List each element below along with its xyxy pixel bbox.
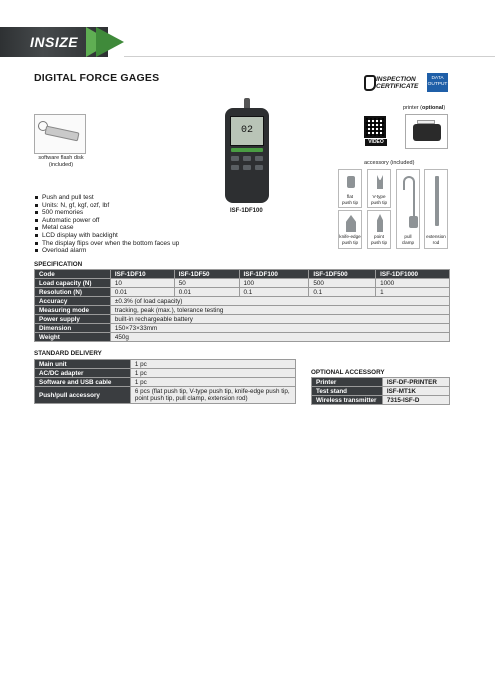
feature-item: LCD display with backlight: [34, 232, 179, 240]
accessory-name-line2: push tip: [370, 239, 388, 245]
accessory-name-line1: extension: [426, 234, 446, 239]
spec-label: Power supply: [35, 315, 111, 324]
device-keypad: [231, 156, 263, 186]
optional-value: 7315-ISF-D: [382, 396, 449, 405]
spec-value: built-in rechargeable battery: [110, 315, 449, 324]
table-row: [35, 333, 450, 342]
table-row: [35, 360, 296, 369]
table-row: [35, 378, 296, 387]
certificate-line2: CERTIFICATE: [376, 83, 419, 90]
table-row: [35, 297, 450, 306]
delivery-value: 1 pc: [130, 378, 295, 387]
data-output-line2: OUTPUT: [427, 82, 448, 87]
certificate-text: [376, 76, 418, 90]
data-output-line1: DATA: [431, 76, 444, 81]
spec-label: Accuracy: [35, 297, 111, 306]
spec-label: Dimension: [35, 324, 111, 333]
video-label: VIDEO: [365, 139, 387, 146]
feature-item: Metal case: [34, 224, 179, 232]
table-row: [35, 324, 450, 333]
spec-header-cell: ISF-1DF1000: [376, 270, 450, 279]
delivery-value: 1 pc: [130, 369, 295, 378]
spec-label: Measuring mode: [35, 306, 111, 315]
spec-header-cell: ISF-1DF500: [309, 270, 376, 279]
delivery-value: 6 pcs (flat push tip, V-type push tip, knife-edge push tip, point push tip, pull clamp, extension rod): [130, 387, 295, 404]
certificate-icon: [364, 75, 376, 91]
feature-item: 500 memories: [34, 209, 179, 217]
qr-code-icon: [364, 116, 386, 138]
flash-disk-icon: [44, 126, 79, 142]
point-tip-icon: [377, 214, 383, 232]
delivery-value: 1 pc: [130, 360, 295, 369]
spec-header-cell: Code: [35, 270, 111, 279]
printer-image: [405, 114, 448, 149]
printer-label: [403, 105, 445, 111]
accessory-name-line1: knife-edge: [339, 234, 361, 239]
device-key: [255, 156, 263, 161]
hook-stem: [413, 188, 415, 216]
accessory-name-line1: V-type: [372, 194, 386, 199]
spec-value: 1: [376, 288, 450, 297]
feature-item: Units: N, gf, kgf, ozf, lbf: [34, 202, 179, 210]
table-row: [35, 270, 450, 279]
spec-header-cell: ISF-1DF10: [110, 270, 174, 279]
standard-delivery-table: [34, 359, 296, 404]
accessory-name-line2: clamp: [401, 239, 415, 245]
accessory-name-line2: push tip: [341, 199, 359, 205]
spec-label: Resolution (N): [35, 288, 111, 297]
delivery-label: Main unit: [35, 360, 131, 369]
force-gage-image: [223, 98, 271, 208]
printer-icon: [413, 124, 441, 141]
device-body: [225, 108, 269, 203]
spec-value: 0.1: [309, 288, 376, 297]
table-row: [35, 315, 450, 324]
device-green-strip: [231, 148, 263, 152]
specification-table: [34, 269, 450, 342]
accessory-name-line2: rod: [432, 239, 440, 245]
accessory-name: [336, 234, 364, 245]
device-model-label: ISF-1DF100: [230, 208, 263, 214]
flash-caption-line2: (included): [48, 162, 74, 168]
device-key: [231, 165, 239, 170]
knife-tip-icon: [346, 215, 356, 232]
standard-delivery-title: STANDARD DELIVERY: [34, 350, 102, 357]
table-row: [35, 288, 450, 297]
device-lcd: 02: [230, 116, 264, 146]
clamp-icon: [409, 216, 418, 228]
specification-title: SPECIFICATION: [34, 261, 83, 268]
spec-header-cell: ISF-1DF50: [174, 270, 239, 279]
device-key: [243, 156, 251, 161]
printer-label-pre: printer (: [403, 105, 422, 111]
optional-value: ISF-DF-PRINTER: [382, 378, 449, 387]
spec-value: 100: [239, 279, 309, 288]
accessory-name: [367, 194, 391, 205]
accessory-name-line2: push tip: [341, 239, 359, 245]
optional-label: Printer: [312, 378, 383, 387]
spec-value: 450g: [110, 333, 449, 342]
spec-value: ±0.3% (of load capacity): [110, 297, 449, 306]
spec-value: 500: [309, 279, 376, 288]
spec-label: Weight: [35, 333, 111, 342]
spec-value: tracking, peak (max.), tolerance testing: [110, 306, 449, 315]
table-row: [312, 387, 450, 396]
table-row: [35, 369, 296, 378]
spec-value: 0.1: [239, 288, 309, 297]
table-row: [35, 387, 296, 404]
header-banner: [0, 27, 125, 57]
flat-tip-icon: [347, 176, 355, 188]
accessory-name-line2: push tip: [370, 199, 388, 205]
spec-value: 1000: [376, 279, 450, 288]
printer-label-post: ): [443, 105, 446, 111]
certificate-line1: INSPECTION: [376, 76, 416, 83]
accessory-grid: [334, 169, 450, 249]
accessory-name-line1: point: [374, 234, 384, 239]
delivery-label: Push/pull accessory: [35, 387, 131, 404]
accessory-name-line1: flat: [346, 194, 354, 199]
accessory-name: [396, 234, 420, 245]
accessory-name: [422, 234, 450, 245]
feature-list: [34, 194, 179, 255]
table-row: [312, 378, 450, 387]
feature-item: Push and pull test: [34, 194, 179, 202]
flash-disk-image: [34, 114, 86, 154]
table-row: [312, 396, 450, 405]
device-key: [255, 165, 263, 170]
accessory-name: [338, 194, 362, 205]
accessory-title: accessory (included): [364, 160, 415, 166]
device-key: [231, 156, 239, 161]
device-key: [243, 165, 251, 170]
spec-value: 10: [110, 279, 174, 288]
v-tip-icon: [377, 175, 383, 189]
header-divider: [124, 56, 495, 57]
page-title: DIGITAL FORCE GAGES: [34, 72, 160, 84]
spec-value: 0.01: [174, 288, 239, 297]
delivery-label: AC/DC adapter: [35, 369, 131, 378]
optional-value: ISF-MT1K: [382, 387, 449, 396]
inspection-certificate-badge: [364, 74, 422, 94]
flash-disk-caption: [26, 155, 96, 169]
optional-accessory-table: [311, 377, 450, 405]
optional-label: Wireless transmitter: [312, 396, 383, 405]
feature-item: Overload alarm: [34, 247, 179, 255]
spec-value: 150×73×33mm: [110, 324, 449, 333]
table-row: [35, 306, 450, 315]
optional-accessory-title: OPTIONAL ACCESSORY: [311, 369, 385, 376]
accessory-name: [367, 234, 391, 245]
feature-item: Automatic power off: [34, 217, 179, 225]
rod-icon: [435, 176, 439, 226]
flash-caption-line1: software flash disk: [38, 155, 84, 161]
delivery-label: Software and USB cable: [35, 378, 131, 387]
accessory-name-line1: pull: [404, 234, 412, 239]
feature-item: The display flips over when the bottom faces up: [34, 240, 179, 248]
table-row: [35, 279, 450, 288]
spec-value: 50: [174, 279, 239, 288]
optional-label: Test stand: [312, 387, 383, 396]
spec-label: Load capacity (N): [35, 279, 111, 288]
spec-value: 0.01: [110, 288, 174, 297]
spec-header-cell: ISF-1DF100: [239, 270, 309, 279]
data-output-badge: [427, 73, 448, 92]
printer-label-optional: optional: [421, 105, 444, 111]
banner-green-arrow: [96, 27, 124, 57]
brand-logo: INSIZE: [30, 34, 79, 50]
